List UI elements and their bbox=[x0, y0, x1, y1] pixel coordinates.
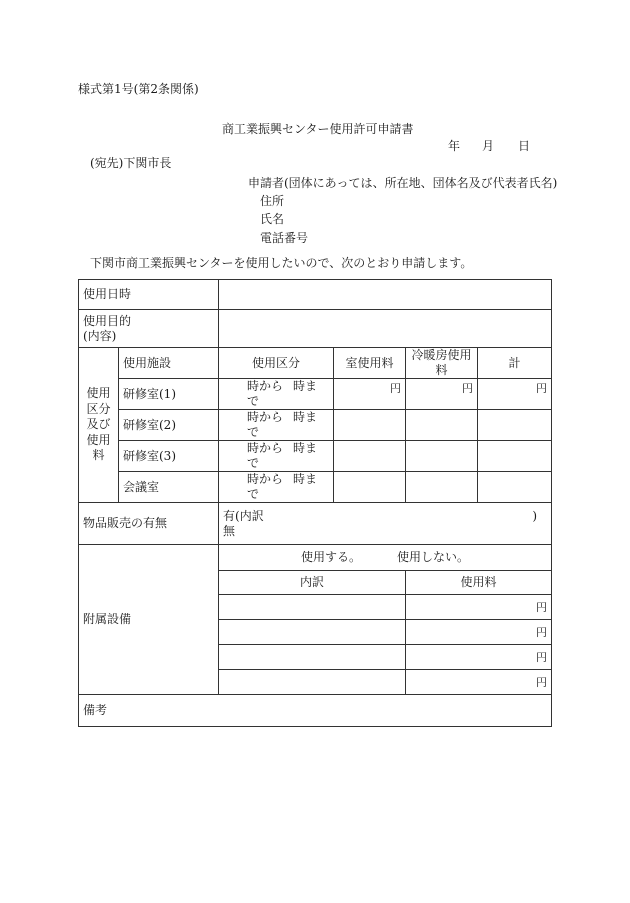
sales-yes-option[interactable]: 有(内訳 bbox=[223, 508, 264, 523]
category-label-part: 使用 bbox=[86, 432, 111, 447]
category-label-part: 料 bbox=[92, 448, 105, 463]
date-month: 月 bbox=[482, 139, 495, 153]
document-title: 商工業振興センター使用許可申請書 bbox=[222, 122, 414, 136]
total-field[interactable] bbox=[478, 472, 552, 503]
equipment-fee-field[interactable] bbox=[406, 620, 552, 645]
time-from: 時から bbox=[247, 441, 284, 455]
time-from: 時から bbox=[247, 379, 284, 393]
usage-datetime-label: 使用日時 bbox=[79, 280, 219, 310]
form-number: 様式第1号(第2条関係) bbox=[78, 82, 199, 96]
category-label-part: 及び bbox=[86, 417, 111, 432]
room-fee-field[interactable] bbox=[334, 410, 406, 441]
category-label-part: 区分 bbox=[86, 401, 111, 416]
room-time-range[interactable] bbox=[219, 410, 334, 441]
purpose-label bbox=[79, 310, 219, 348]
room-fee-field[interactable] bbox=[334, 441, 406, 472]
room-time-range[interactable] bbox=[219, 379, 334, 410]
time-to: 時まで bbox=[247, 472, 318, 501]
equipment-use-option[interactable]: 使用する。 bbox=[301, 550, 362, 564]
intro-text: 下関市商工業振興センターを使用したいので、次のとおり申請します。 bbox=[90, 256, 473, 270]
yen-unit: 円 bbox=[462, 382, 474, 395]
total-field[interactable] bbox=[478, 410, 552, 441]
room-time-range[interactable] bbox=[219, 441, 334, 472]
room-time-range[interactable] bbox=[219, 472, 334, 503]
application-table bbox=[78, 279, 552, 727]
header-room-fee: 室使用料 bbox=[334, 348, 406, 379]
equipment-breakdown-field[interactable] bbox=[219, 620, 406, 645]
equipment-use-choice[interactable] bbox=[219, 545, 552, 571]
sales-field[interactable] bbox=[219, 503, 552, 545]
yen-unit: 円 bbox=[536, 382, 548, 395]
date-day: 日 bbox=[518, 139, 531, 153]
total-field[interactable] bbox=[478, 441, 552, 472]
ac-fee-field[interactable] bbox=[406, 472, 478, 503]
equipment-breakdown-field[interactable] bbox=[219, 595, 406, 620]
equipment-fee-field[interactable] bbox=[406, 645, 552, 670]
equipment-label: 附属設備 bbox=[79, 545, 219, 695]
yen-unit: 円 bbox=[536, 650, 548, 664]
usage-datetime-field[interactable] bbox=[219, 280, 552, 310]
equipment-fee-field[interactable] bbox=[406, 670, 552, 695]
remarks-label: 備考 bbox=[83, 703, 108, 717]
ac-fee-field[interactable] bbox=[406, 410, 478, 441]
yen-unit: 円 bbox=[536, 675, 548, 689]
time-from: 時から bbox=[247, 410, 284, 424]
purpose-field[interactable] bbox=[219, 310, 552, 348]
applicant-address-label: 住所 bbox=[260, 194, 285, 208]
room-name: 研修室(2) bbox=[119, 410, 219, 441]
purpose-label-line2: (内容) bbox=[83, 328, 117, 343]
addressee: (宛先)下関市長 bbox=[90, 156, 172, 170]
sales-close-paren: ) bbox=[532, 508, 538, 523]
equipment-breakdown-field[interactable] bbox=[219, 645, 406, 670]
time-to: 時まで bbox=[247, 379, 318, 408]
room-name: 研修室(3) bbox=[119, 441, 219, 472]
header-ac-fee: 冷暖房使用料 bbox=[406, 348, 478, 379]
equipment-not-use-option[interactable]: 使用しない。 bbox=[397, 550, 470, 564]
yen-unit: 円 bbox=[390, 382, 402, 395]
time-to: 時まで bbox=[247, 441, 318, 470]
equipment-breakdown-field[interactable] bbox=[219, 670, 406, 695]
date-year: 年 bbox=[448, 139, 461, 153]
applicant-heading: 申請者(団体にあっては、所在地、団体名及び代表者氏名) bbox=[248, 176, 558, 190]
yen-unit: 円 bbox=[536, 625, 548, 639]
equipment-breakdown-header: 内訳 bbox=[219, 571, 406, 595]
equipment-fee-header: 使用料 bbox=[406, 571, 552, 595]
category-label-part: 使用 bbox=[86, 386, 111, 401]
ac-fee-field[interactable] bbox=[406, 441, 478, 472]
time-to: 時まで bbox=[247, 410, 318, 439]
time-from: 時から bbox=[247, 472, 284, 486]
sales-no-option[interactable]: 無 bbox=[223, 523, 236, 538]
room-name: 会議室 bbox=[119, 472, 219, 503]
header-category: 使用区分 bbox=[219, 348, 334, 379]
room-fee-field[interactable] bbox=[334, 379, 406, 410]
room-fee-field[interactable] bbox=[334, 472, 406, 503]
category-fee-label bbox=[79, 348, 119, 503]
yen-unit: 円 bbox=[536, 600, 548, 614]
header-total: 計 bbox=[478, 348, 552, 379]
applicant-phone-label: 電話番号 bbox=[260, 231, 309, 245]
remarks-row[interactable] bbox=[79, 695, 552, 727]
ac-fee-field[interactable] bbox=[406, 379, 478, 410]
header-facility: 使用施設 bbox=[119, 348, 219, 379]
room-name: 研修室(1) bbox=[119, 379, 219, 410]
purpose-label-line1: 使用目的 bbox=[83, 313, 132, 328]
applicant-name-label: 氏名 bbox=[260, 212, 285, 226]
total-field[interactable] bbox=[478, 379, 552, 410]
sales-label: 物品販売の有無 bbox=[79, 503, 219, 545]
equipment-fee-field[interactable] bbox=[406, 595, 552, 620]
